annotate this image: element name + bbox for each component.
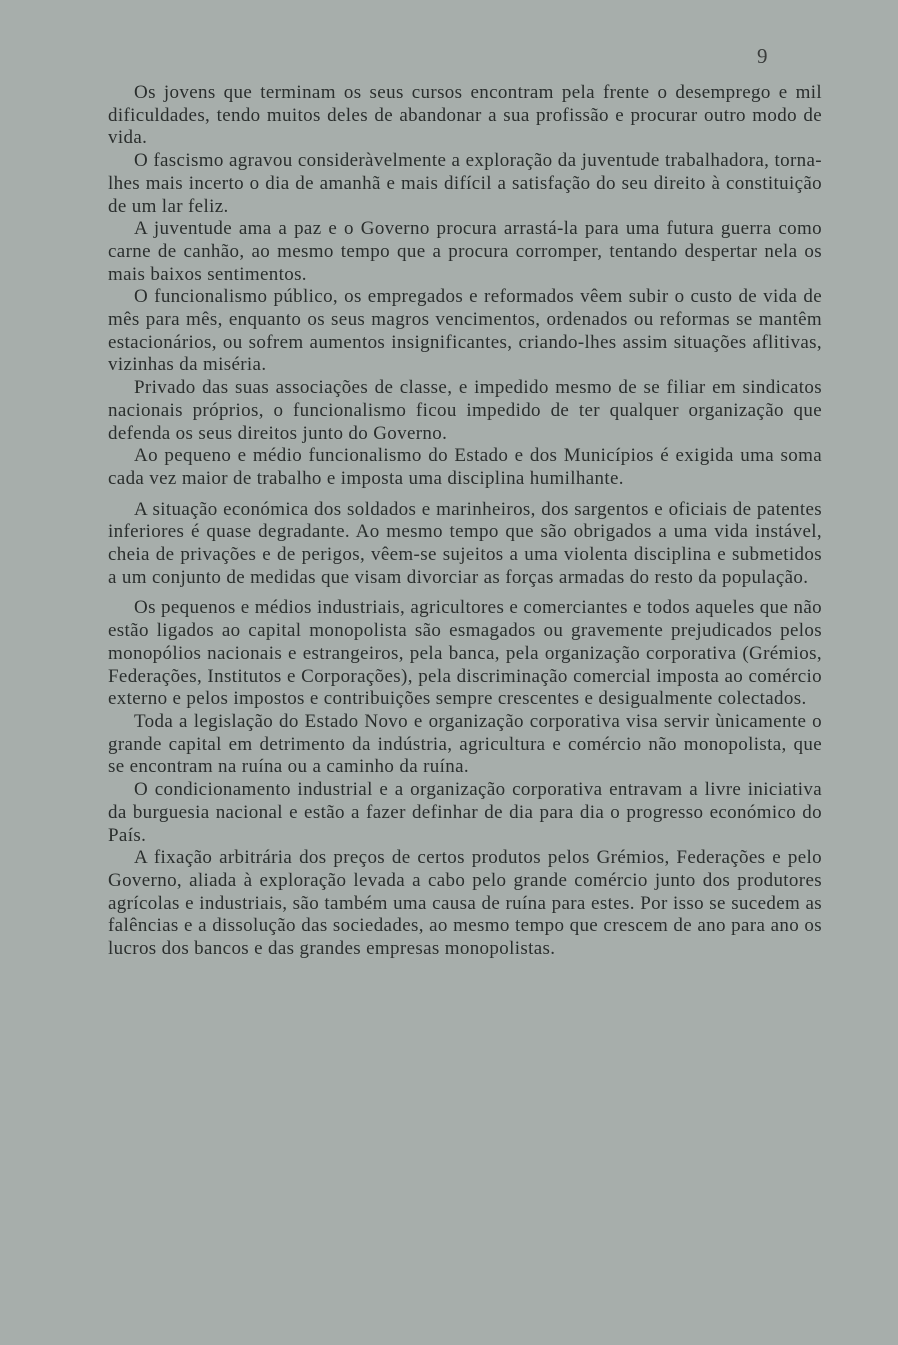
- paragraph: O condicionamento industrial e a organização corporativa entravam a livre iniciativa da burguesia nacional e estão a fazer definhar de dia para dia o progresso económico do País.: [108, 779, 822, 846]
- paragraph: A fixação arbitrária dos preços de certos produtos pelos Grémios, Federações e pelo Governo, aliada à exploração levada a cabo pelo grande comércio junto dos produtores agrícolas e industriais, são também uma causa de ruína para estes. Por isso se sucedem as falências e a dissolução das sociedades, ao mesmo tempo que crescem de ano para ano os lucros dos bancos e das grandes empresas monopolistas.: [108, 847, 822, 960]
- paragraph: Os jovens que terminam os seus cursos encontram pela frente o desemprego e mil dificuldades, tendo muitos deles de abandonar a sua profissão e procurar outro modo de vida.: [108, 82, 822, 149]
- paragraph: Privado das suas associações de classe, e impedido mesmo de se filiar em sindicatos nacionais próprios, o funcionalismo ficou impedido de ter qualquer organização que defenda os seus direitos junto do Governo.: [108, 377, 822, 444]
- page-number: 9: [757, 44, 768, 68]
- paragraph: Toda a legislação do Estado Novo e organização corporativa visa servir ùnicamente o grande capital em detrimento da indústria, agricultura e comércio não monopolista, que se encontram na ruína ou a caminho da ruína.: [108, 710, 822, 778]
- paragraph: O funcionalismo público, os empregados e reformados vêem subir o custo de vida de mês para mês, enquanto os seus magros vencimentos, ordenados ou reformas se mantêm estacionários, ou sofrem aumentos insignificantes, criando-lhes assim situações aflitivas, vizinhas da miséria.: [108, 286, 822, 376]
- paragraph: A juventude ama a paz e o Governo procura arrastá-la para uma futura guerra como carne de canhão, ao mesmo tempo que a procura corromper, tentando despertar nela os mais baixos sentimentos.: [108, 218, 822, 285]
- paragraph: O fascismo agravou consideràvelmente a exploração da juventude trabalhadora, torna-lhes mais incerto o dia de amanhã e mais difícil a satisfação do seu direito à constituição de um lar feliz.: [108, 150, 822, 217]
- paragraph: Ao pequeno e médio funcionalismo do Estado e dos Municípios é exigida uma soma cada vez maior de trabalho e imposta uma disciplina humilhante.: [108, 445, 822, 489]
- paragraph: Os pequenos e médios industriais, agricultores e comerciantes e todos aqueles que não estão ligados ao capital monopolista são esmagados ou gravemente prejudicados pelos monopólios nacionais e estrangeiros, pela banca, pela organização corporativa (Grémios, Federações, Institutos e Corporações), pela discriminação comercial imposta ao comércio externo e pelos impostos e contribuições sempre crescentes e desigualmente colectados.: [108, 597, 822, 710]
- paragraph: A situação económica dos soldados e marinheiros, dos sargentos e oficiais de patentes inferiores é quase degradante. Ao mesmo tempo que são obrigados a uma vida instável, cheia de privações e de perigos, vêem-se sujeitos a uma violenta disciplina e submetidos a um conjunto de medidas que visam divorciar as forças armadas do resto da população.: [108, 498, 822, 588]
- body-text: [108, 82, 822, 961]
